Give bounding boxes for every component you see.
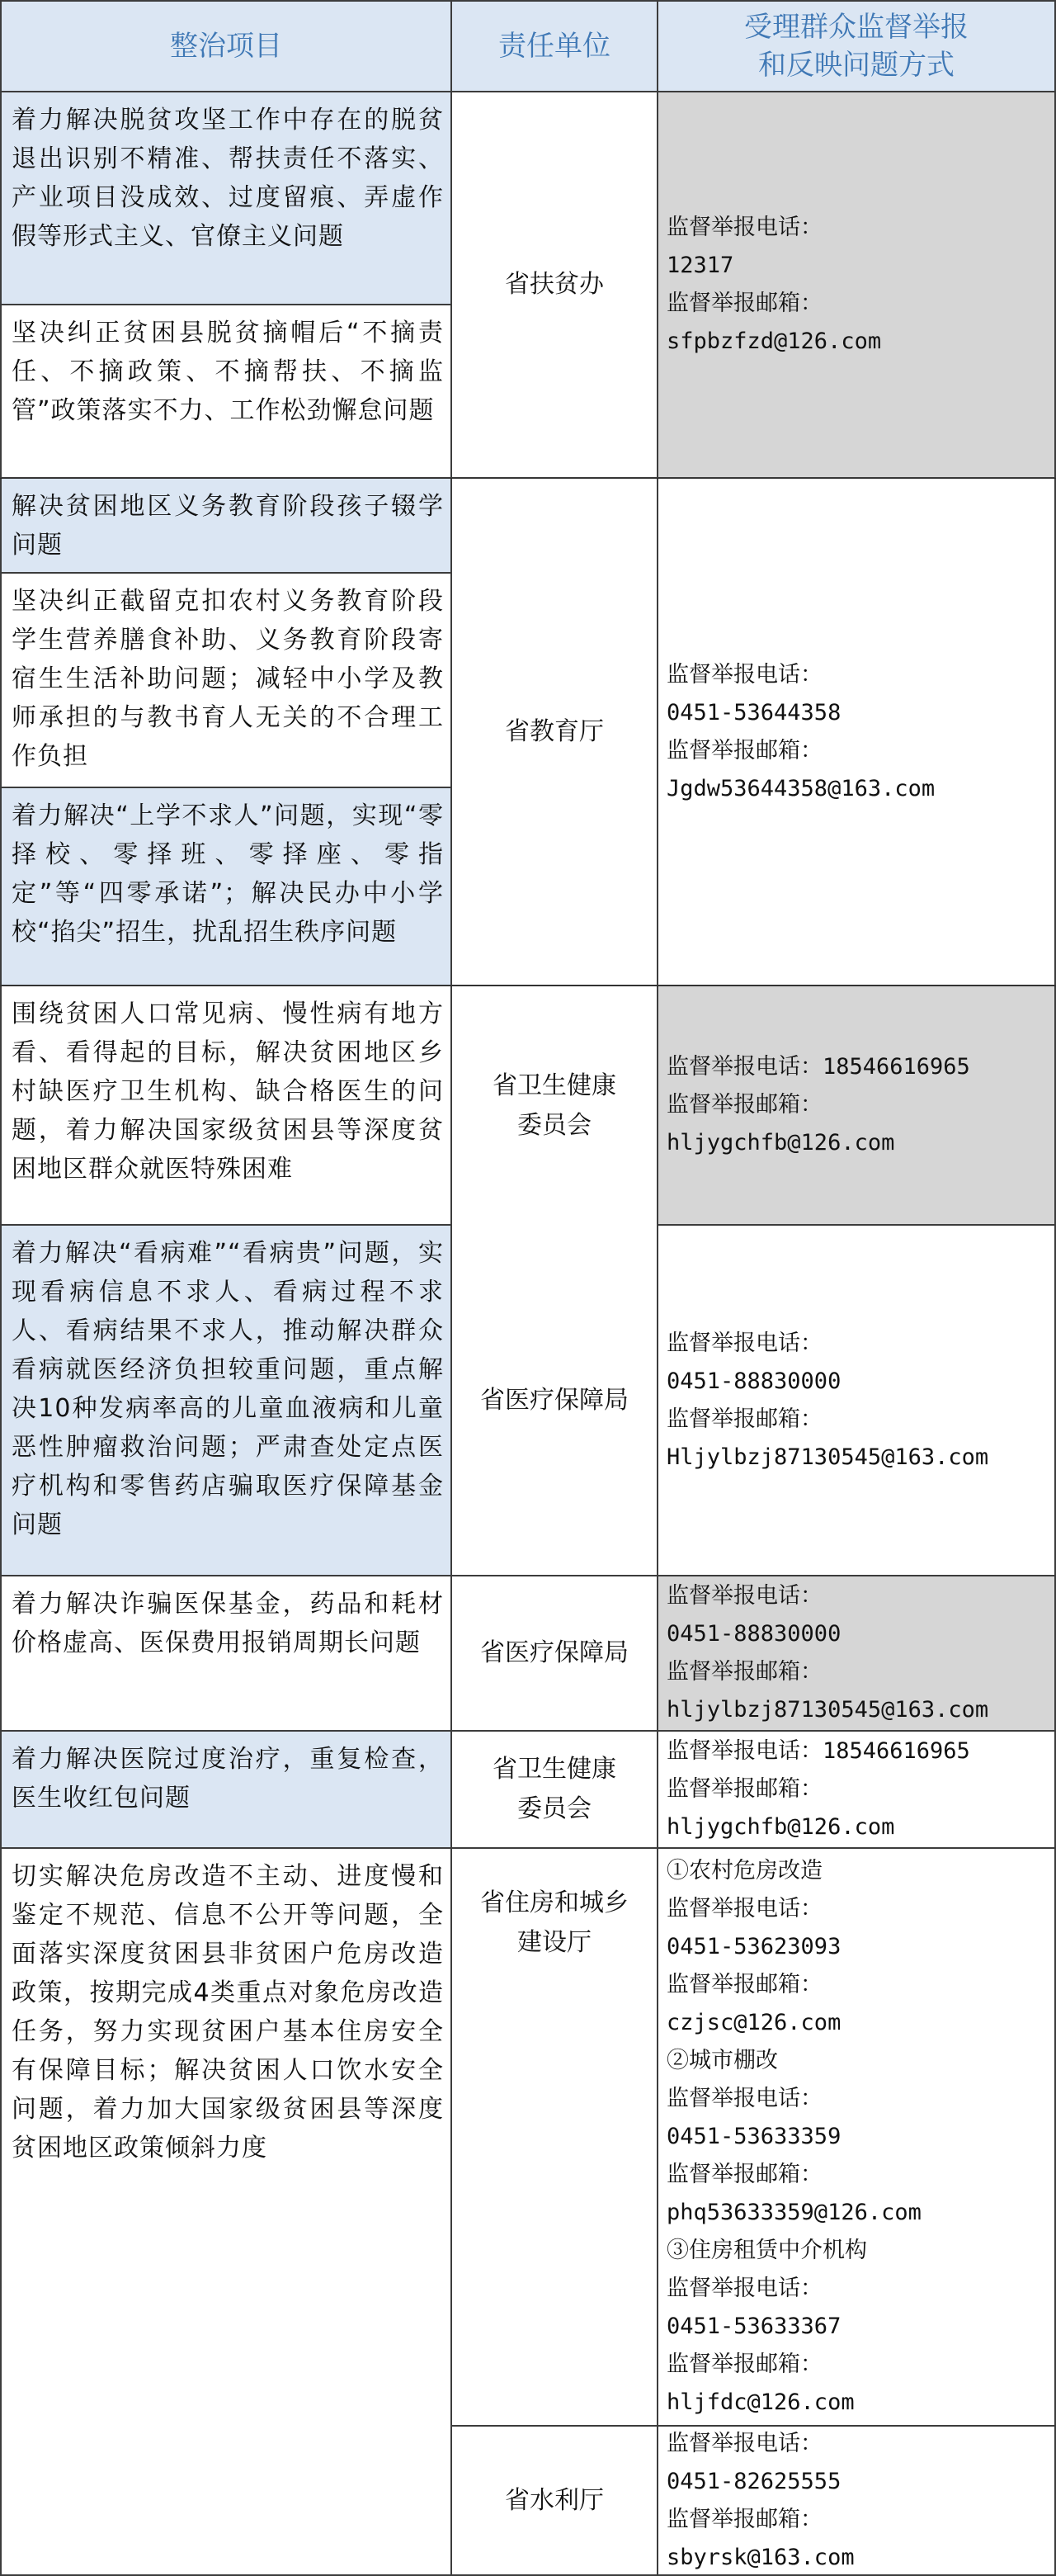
contact-phone: 0451-88830000	[667, 1368, 842, 1394]
unit-label: 省卫生健康委员会	[493, 1755, 616, 1823]
item-row-3	[0, 479, 452, 574]
unit-label: 省扶贫办	[505, 270, 604, 299]
contact-email: hljygchfb@126.com	[667, 1130, 895, 1156]
unit-yibao	[452, 1226, 658, 1576]
item-row-10	[0, 1849, 452, 2576]
unit-jiaoyu	[452, 479, 658, 986]
contact-phone: 12317	[667, 253, 734, 278]
contact-weijian	[658, 986, 1056, 1226]
contact-section-title: ③住房租赁中介机构	[667, 2238, 867, 2263]
contact-line: 监督举报电话：	[667, 2430, 823, 2456]
contact-fupin	[658, 92, 1056, 479]
item-row-1	[0, 92, 452, 305]
unit-zhujian	[452, 1849, 658, 2427]
item-row-5	[0, 788, 452, 986]
contact-line: 监督举报邮箱：	[667, 1092, 823, 1118]
contact-line: 监督举报邮箱：	[667, 2351, 823, 2377]
contact-line: 监督举报电话：	[667, 2086, 823, 2111]
contact-jiaoyu	[658, 479, 1056, 986]
contact-phone: 0451-53623093	[667, 1934, 842, 1959]
header-item-label: 整治项目	[170, 30, 282, 63]
contact-line: 监督举报邮箱：	[667, 1776, 823, 1802]
contact-email: sfpbzfzd@126.com	[667, 328, 882, 354]
contact-phone: 0451-82625555	[667, 2468, 842, 2494]
header-contact-line2: 和反映问题方式	[758, 49, 955, 82]
contact-email: Hljylbzj87130545@163.com	[667, 1444, 989, 1470]
contact-line: 监督举报邮箱：	[667, 2162, 823, 2187]
item-row-4	[0, 574, 452, 788]
contact-yibao2	[658, 1576, 1056, 1732]
contact-line: 监督举报电话：	[667, 1583, 823, 1609]
contact-line: 监督举报电话：	[667, 1896, 823, 1921]
unit-label: 省教育厅	[505, 716, 604, 746]
contact-phone: 0451-88830000	[667, 1621, 842, 1647]
item-row-6	[0, 986, 452, 1226]
unit-label: 省水利厅	[505, 2485, 604, 2515]
contact-phone: 监督举报电话：18546616965	[667, 1054, 970, 1080]
unit-yibao2	[452, 1576, 658, 1732]
contact-line: 监督举报邮箱：	[667, 737, 823, 763]
contact-line: 监督举报电话：	[667, 1330, 823, 1356]
contact-email: hljfdc@126.com	[667, 2389, 855, 2415]
item-text: 切实解决危房改造不主动、进度慢和鉴定不规范、信息不公开等问题，全面落实深度贫困县非贫困户危房改造政策，按期完成4类重点对象危房改造任务，努力实现贫困户基本住房安全有保障目标；解决贫困人口饮水安全问题，着力加大国家级贫困县等深度贫困地区政策倾斜力度	[12, 1862, 444, 2162]
item-text: 着力解决脱贫攻坚工作中存在的脱贫退出识别不精准、帮扶责任不落实、产业项目没成效、过度留痕、弄虚作假等形式主义、官僚主义问题	[12, 106, 444, 251]
unit-label: 省医疗保障局	[480, 1385, 629, 1415]
contact-email: hljylbzj87130545@163.com	[667, 1697, 989, 1723]
item-text: 坚决纠正贫困县脱贫摘帽后“不摘责任、不摘政策、不摘帮扶、不摘监管”政策落实不力、工作松劲懈怠问题	[12, 319, 444, 425]
item-row-9	[0, 1732, 452, 1849]
unit-weijian	[452, 986, 658, 1226]
contact-line: 监督举报电话：	[667, 2276, 823, 2301]
unit-label: 省卫生健康委员会	[493, 1071, 616, 1140]
contact-line: 监督举报邮箱：	[667, 1659, 823, 1685]
contact-phone: 监督举报电话：18546616965	[667, 1738, 970, 1764]
contact-line: 监督举报邮箱：	[667, 2506, 823, 2532]
header-contact	[658, 0, 1056, 92]
contact-shuili	[658, 2427, 1056, 2576]
item-row-2	[0, 305, 452, 479]
header-unit-label: 责任单位	[498, 30, 610, 63]
unit-shuili	[452, 2427, 658, 2576]
item-row-8	[0, 1576, 452, 1732]
contact-line: 监督举报邮箱：	[667, 291, 823, 316]
contact-weijian2	[658, 1732, 1056, 1849]
item-text: 解决贫困地区义务教育阶段孩子辍学问题	[12, 492, 444, 560]
contact-email: sbyrsk@163.com	[667, 2544, 855, 2570]
contact-phone: 0451-53633367	[667, 2314, 842, 2339]
contact-line: 监督举报邮箱：	[667, 1972, 823, 1997]
contact-zhujian	[658, 1849, 1056, 2427]
item-text: 着力解决“看病难”“看病贵”问题，实现看病信息不求人、看病过程不求人、看病结果不求人，推动解决群众看病就医经济负担较重问题，重点解决10种发病率高的儿童血液病和儿童恶性肿瘤救治问题；严肃查处定点医疗机构和零售药店骗取医疗保障基金问题	[12, 1239, 444, 1539]
item-text: 坚决纠正截留克扣农村义务教育阶段学生营养膳食补助、义务教育阶段寄宿生生活补助问题；减轻中小学及教师承担的与教书育人无关的不合理工作负担	[12, 587, 444, 771]
unit-label: 省医疗保障局	[480, 1638, 629, 1667]
contact-yibao	[658, 1226, 1056, 1576]
contact-email: hljygchfb@126.com	[667, 1814, 895, 1840]
header-unit	[452, 0, 658, 92]
header-contact-line1: 受理群众监督举报	[744, 11, 969, 44]
item-text: 着力解决诈骗医保基金，药品和耗材价格虚高、医保费用报销周期长问题	[12, 1590, 444, 1657]
item-text: 着力解决医院过度治疗，重复检查，医生收红包问题	[12, 1745, 444, 1813]
contact-section-title: ②城市棚改	[667, 2048, 778, 2073]
contact-email: phq53633359@126.com	[667, 2200, 922, 2225]
contact-section-title: ①农村危房改造	[667, 1858, 823, 1884]
unit-weijian2	[452, 1732, 658, 1849]
header-item	[0, 0, 452, 92]
contact-line: 监督举报邮箱：	[667, 1406, 823, 1432]
item-text: 围绕贫困人口常见病、慢性病有地方看、看得起的目标，解决贫困地区乡村缺医疗卫生机构、缺合格医生的问题，着力解决国家级贫困县等深度贫困地区群众就医特殊困难	[12, 1000, 444, 1184]
item-text: 着力解决“上学不求人”问题，实现“零择校、零择班、零择座、零指定”等“四零承诺”；解决民办中小学校“掐尖”招生，扰乱招生秩序问题	[12, 801, 444, 947]
unit-label: 省住房和城乡建设厅	[480, 1888, 629, 1957]
contact-phone: 0451-53644358	[667, 699, 842, 726]
contact-line: 监督举报电话：	[667, 661, 823, 688]
contact-line: 监督举报电话：	[667, 215, 823, 240]
item-row-7	[0, 1226, 452, 1576]
contact-phone: 0451-53633359	[667, 2124, 842, 2149]
contact-email: czjsc@126.com	[667, 2010, 842, 2035]
unit-fupin	[452, 92, 658, 479]
contact-email: Jgdw53644358@163.com	[667, 775, 936, 801]
